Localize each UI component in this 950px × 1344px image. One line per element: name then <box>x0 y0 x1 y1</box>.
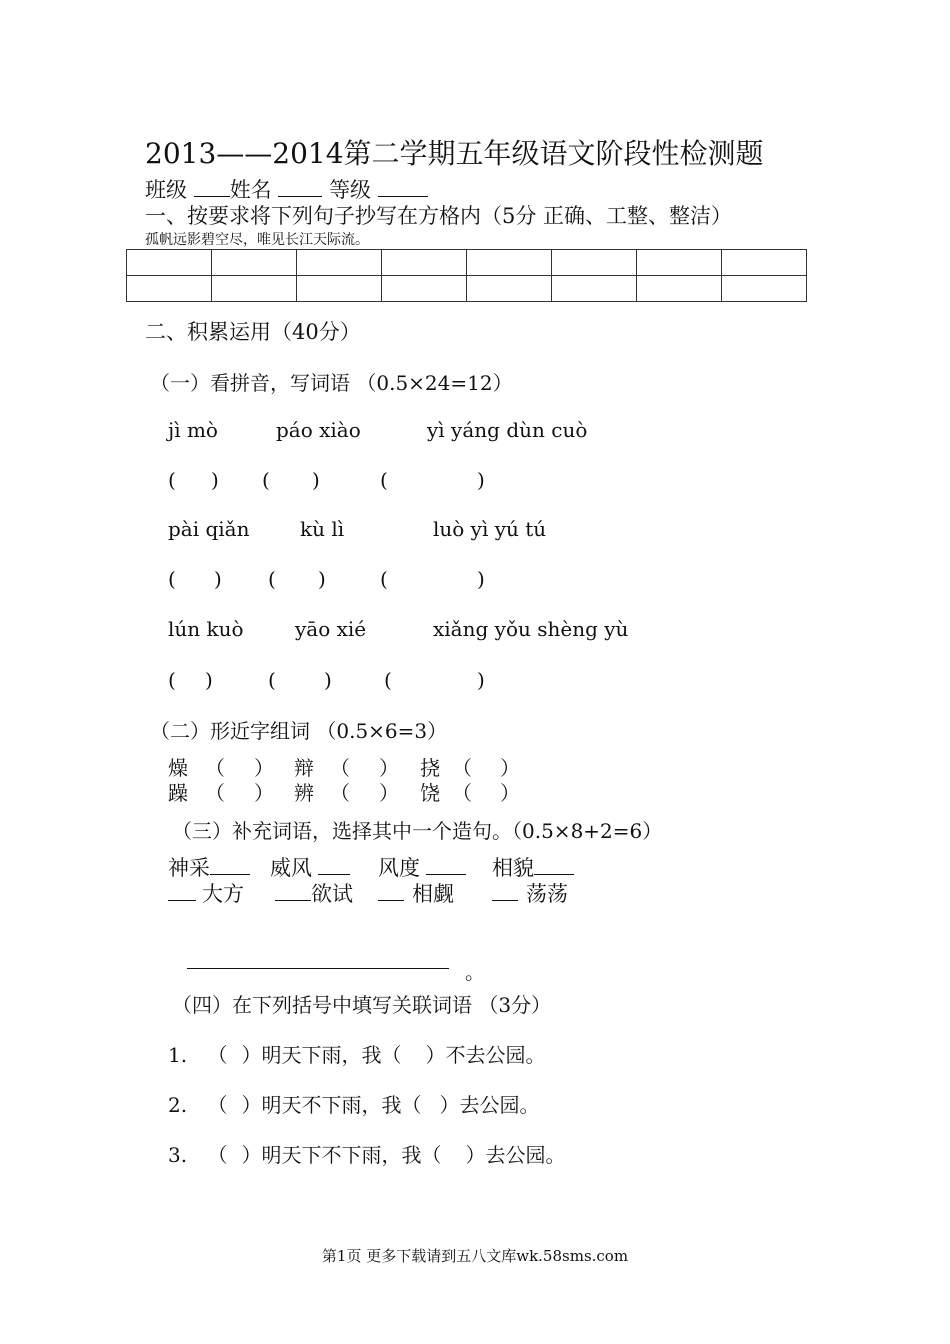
copy-sentence: 孤帆远影碧空尽，唯见长江天际流。 <box>145 232 369 248</box>
idiom-text: 相貌 <box>492 856 534 880</box>
answer-paren-close: ) <box>318 567 326 591</box>
part4-heading: （四）在下列括号中填写关联词语 （3分） <box>172 993 552 1017</box>
grid-cell[interactable] <box>127 250 212 276</box>
answer-paren-open: ( <box>168 668 176 692</box>
pinyin-item: luò yì yú tú <box>433 517 547 541</box>
idiom-blank[interactable] <box>168 882 196 901</box>
idiom-text: 威风 <box>270 856 312 880</box>
answer-paren-open: ( <box>380 468 388 492</box>
conjunction-item-1 <box>168 1039 545 1068</box>
pinyin-item: kù lì <box>300 517 345 541</box>
section1-heading: 一、按要求将下列句子抄写在方格内（5分 正确、工整、整洁） <box>145 204 733 228</box>
idiom-blank[interactable] <box>492 882 518 901</box>
answer-paren-close: ） <box>254 781 274 805</box>
sentence-part: 明天下雨，我 <box>261 1043 382 1067</box>
answer-paren-close: ） <box>439 1093 460 1117</box>
pinyin-item: páo xiào <box>276 418 361 442</box>
answer-paren-close: ） <box>465 1143 486 1167</box>
answer-paren-close: ) <box>477 668 485 692</box>
answer-paren-open: ( <box>168 567 176 591</box>
pinyin-item: yāo xié <box>295 617 367 641</box>
pinyin-item: jì mò <box>168 418 218 442</box>
class-label: 班级 <box>145 178 187 202</box>
grid-cell[interactable] <box>722 276 807 302</box>
grid-cell[interactable] <box>637 250 722 276</box>
item-number: 2. <box>168 1093 188 1117</box>
idiom-blank[interactable] <box>378 882 404 901</box>
similar-char: 辨 <box>294 781 314 805</box>
similar-char: 辩 <box>294 756 314 780</box>
copy-grid[interactable] <box>126 249 807 302</box>
grid-row <box>127 250 807 276</box>
sentence-part: 明天不下雨，我 <box>261 1093 402 1117</box>
answer-paren-open: （ <box>207 1043 228 1067</box>
answer-paren-open: （ <box>381 1043 402 1067</box>
answer-paren-open: （ <box>330 781 350 805</box>
answer-paren-open: （ <box>330 756 350 780</box>
grid-row <box>127 276 807 302</box>
pinyin-item: lún kuò <box>168 617 244 641</box>
idiom-blank[interactable] <box>534 856 574 875</box>
answer-paren-close: ） <box>241 1093 262 1117</box>
answer-paren-open: ( <box>268 567 276 591</box>
answer-paren-close: ） <box>254 756 274 780</box>
sentence-part: 不去公园。 <box>445 1043 546 1067</box>
idiom-text: 相觑 <box>412 882 454 906</box>
answer-paren-open: （ <box>205 781 225 805</box>
similar-char: 挠 <box>420 756 440 780</box>
part1-heading: （一）看拼音，写词语 （0.5×24=12） <box>150 371 513 395</box>
sentence-part: 去公园。 <box>485 1143 566 1167</box>
answer-paren-open: （ <box>207 1143 228 1167</box>
item-number: 1. <box>168 1043 188 1067</box>
grade-blank[interactable] <box>378 178 428 197</box>
answer-paren-close: ) <box>477 567 485 591</box>
answer-paren-close: ) <box>214 567 222 591</box>
idiom-blank[interactable] <box>318 856 350 875</box>
name-label: 姓名 <box>229 178 272 202</box>
grid-cell[interactable] <box>552 276 637 302</box>
part2-heading: （二）形近字组词 （0.5×6=3） <box>150 719 448 743</box>
idiom-text: 欲试 <box>311 882 353 906</box>
sentence-answer-line[interactable] <box>187 968 449 969</box>
idiom-item <box>492 878 568 908</box>
grid-cell[interactable] <box>467 276 552 302</box>
idiom-item <box>168 878 244 908</box>
name-blank[interactable] <box>278 178 322 197</box>
answer-paren-close: ） <box>500 781 520 805</box>
part3-heading: （三）补充词语，选择其中一个造句。（0.5×8+2=6） <box>172 819 663 843</box>
grid-cell[interactable] <box>722 250 807 276</box>
answer-paren-close: ) <box>205 668 213 692</box>
answer-paren-close: ) <box>211 468 219 492</box>
answer-paren-close: ） <box>379 781 399 805</box>
page-footer: 第1页 更多下载请到五八文库wk.58sms.com <box>321 1247 629 1265</box>
page-title: 2013——2014第二学期五年级语文阶段性检测题 <box>145 137 764 170</box>
answer-paren-open: ( <box>262 468 270 492</box>
idiom-blank[interactable] <box>426 856 466 875</box>
grid-cell[interactable] <box>382 276 467 302</box>
idiom-item <box>275 878 353 908</box>
idiom-blank[interactable] <box>210 856 250 875</box>
class-blank[interactable] <box>194 178 230 197</box>
answer-paren-open: ( <box>384 668 392 692</box>
grid-cell[interactable] <box>297 250 382 276</box>
sentence-part: 明天下不下雨，我 <box>261 1143 422 1167</box>
answer-paren-close: ） <box>241 1043 262 1067</box>
grid-cell[interactable] <box>297 276 382 302</box>
answer-paren-close: ） <box>500 756 520 780</box>
answer-paren-close: ) <box>324 668 332 692</box>
grid-cell[interactable] <box>552 250 637 276</box>
idiom-item <box>378 878 454 908</box>
sentence-period: 。 <box>465 960 485 984</box>
answer-paren-open: （ <box>452 781 472 805</box>
idiom-text: 风度 <box>378 856 420 880</box>
grid-cell[interactable] <box>127 276 212 302</box>
idiom-text: 神采 <box>168 856 210 880</box>
answer-paren-open: ( <box>380 567 388 591</box>
answer-paren-open: （ <box>207 1093 228 1117</box>
grid-cell[interactable] <box>382 250 467 276</box>
sentence-part: 去公园。 <box>459 1093 540 1117</box>
answer-paren-close: ) <box>312 468 320 492</box>
idiom-blank[interactable] <box>275 882 311 901</box>
item-number: 3. <box>168 1143 188 1167</box>
answer-paren-open: （ <box>452 756 472 780</box>
similar-char: 燥 <box>168 756 188 780</box>
idiom-text: 荡荡 <box>526 882 568 906</box>
conjunction-item-2 <box>168 1089 539 1118</box>
grid-cell[interactable] <box>212 250 297 276</box>
grid-cell[interactable] <box>467 250 552 276</box>
answer-paren-close: ） <box>241 1143 262 1167</box>
grid-cell[interactable] <box>212 276 297 302</box>
section2-heading: 二、积累运用（40分） <box>145 320 361 344</box>
pinyin-item: xiǎng yǒu shèng yù <box>433 617 629 641</box>
answer-paren-close: ) <box>477 468 485 492</box>
similar-char: 饶 <box>420 781 440 805</box>
pinyin-item: pài qiǎn <box>168 517 250 541</box>
answer-paren-open: （ <box>401 1093 422 1117</box>
pinyin-item: yì yáng dùn cuò <box>427 418 588 442</box>
answer-paren-open: （ <box>421 1143 442 1167</box>
idiom-text: 大方 <box>202 882 244 906</box>
conjunction-item-3 <box>168 1139 565 1168</box>
answer-paren-close: ） <box>379 756 399 780</box>
answer-paren-close: ） <box>425 1043 446 1067</box>
grid-cell[interactable] <box>637 276 722 302</box>
answer-paren-open: ( <box>168 468 176 492</box>
grade-label: 等级 <box>329 178 372 202</box>
similar-char: 躁 <box>168 781 188 805</box>
answer-paren-open: ( <box>268 668 276 692</box>
answer-paren-open: （ <box>205 756 225 780</box>
